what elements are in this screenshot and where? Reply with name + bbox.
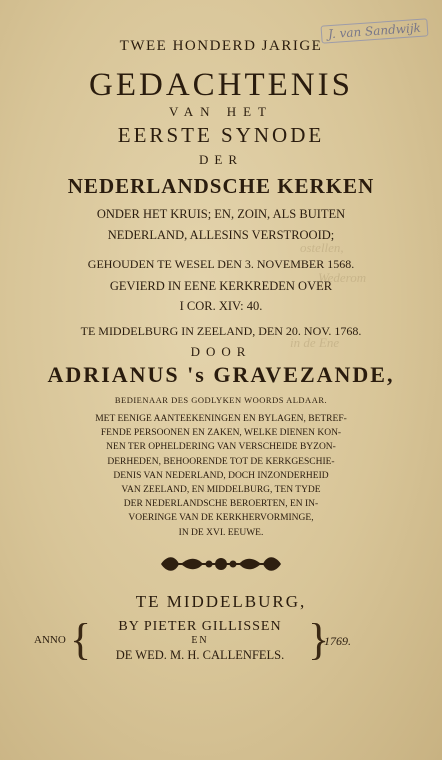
title-main: GEDACHTENIS bbox=[89, 67, 353, 103]
description-line: DER NEDERLANDSCHE BEROERTEN, EN IN- bbox=[123, 499, 319, 510]
imprint-block bbox=[0, 615, 442, 668]
description-block bbox=[0, 412, 442, 540]
publisher-2: DE WED. M. H. CALLENFELS. bbox=[115, 648, 285, 662]
bleed-through-text: ostellen, bbox=[300, 240, 344, 255]
title-line-1: TWEE HONDERD JARIGE bbox=[119, 38, 323, 54]
title-line-6: NEDERLANDSCHE KERKEN bbox=[67, 174, 375, 198]
description-line: FENDE PERSOONEN EN ZAKEN, WELKE DIENEN KON- bbox=[100, 428, 342, 439]
owner-signature: J. van Sandwijk bbox=[321, 18, 429, 43]
title-line-3: VAN HET bbox=[168, 104, 273, 119]
title-line-11: I COR. XIV: 40. bbox=[179, 299, 263, 313]
description-line: VAN ZEELAND, EN MIDDELBURG, TEN TYDE bbox=[121, 485, 321, 496]
description-line: IN DE XVI. EEUWE. bbox=[178, 527, 264, 538]
title-line-7: ONDER HET KRUIS; EN, ZOIN, ALS BUITEN bbox=[96, 207, 346, 221]
title-line-4: EERSTE SYNODE bbox=[117, 123, 325, 147]
bleed-through-text: Wederom bbox=[318, 270, 367, 285]
description-line: DERHEDEN, BEHOORENDE TOT DE KERKGESCHIE- bbox=[107, 456, 335, 467]
imprint-anno: ANNO bbox=[34, 634, 66, 646]
bleed-through-text: in de Ene bbox=[290, 335, 340, 350]
right-brace-icon: } bbox=[308, 615, 330, 664]
description-line: VOERINGE VAN DE KERKHERVORMINGE, bbox=[128, 513, 314, 524]
publisher-1: BY PIETER GILLISSEN bbox=[118, 619, 282, 634]
door-label: DOOR bbox=[190, 344, 252, 359]
author-role: BEDIENAAR DES GODLYKEN WOORDS ALDAAR. bbox=[114, 395, 328, 405]
publisher-lines bbox=[88, 619, 312, 663]
printers-ornament-icon bbox=[157, 553, 285, 575]
description-line: MET EENIGE AANTEEKENINGEN EN BYLAGEN, BETREF- bbox=[95, 414, 347, 424]
title-line-5: DER bbox=[199, 152, 243, 167]
author-name: ADRIANUS 's GRAVEZANDE, bbox=[47, 362, 395, 387]
imprint-year: 1769. bbox=[324, 634, 351, 648]
title-line-12: TE MIDDELBURG IN ZEELAND, DEN 20. NOV. 1768. bbox=[80, 324, 362, 338]
left-brace-icon: { bbox=[70, 615, 92, 664]
title-line-9: GEHOUDEN TE WESEL DEN 3. NOVEMBER 1568. bbox=[87, 257, 355, 271]
title-line-8: NEDERLAND, ALLESINS VERSTROOID; bbox=[107, 228, 335, 242]
title-line-10: GEVIERD IN EENE KERKREDEN OVER bbox=[109, 279, 333, 293]
publisher-conjunction: EN bbox=[191, 635, 209, 646]
imprint-place: TE MIDDELBURG, bbox=[135, 592, 307, 611]
description-line: DENIS VAN NEDERLAND, DOCH INZONDERHEID bbox=[113, 470, 329, 481]
description-line: NEN TER OPHELDERING VAN VERSCHEIDE BYZON- bbox=[106, 442, 336, 453]
